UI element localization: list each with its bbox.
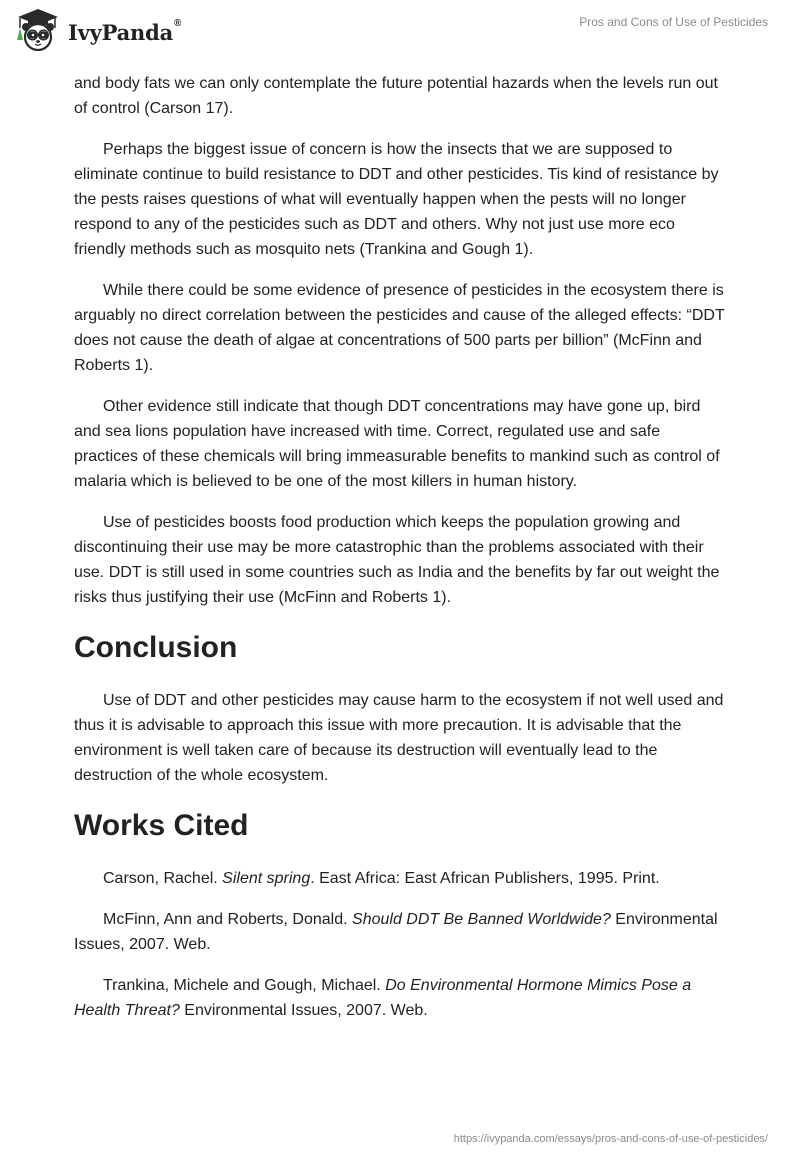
body-paragraph: While there could be some evidence of presence of pesticides in the ecosystem there is arguably no direct correlation between the pesticides and cause of the alleged effects: “DDT does not cause the death of algae at concentrations of 500 parts per billion” (McFinn and Roberts 1). — [74, 282, 725, 374]
body-paragraph: Perhaps the biggest issue of concern is how the insects that we are supposed to eliminate continue to build resistance to DDT and other pesticides. Tis kind of resistance by the pests raises questions of what will eventually happen when the pests will no longer respond to any of the pesticides such as DDT and others. Why not just use more eco friendly methods such as mosquito nets (Trankina and Gough 1). — [74, 141, 719, 258]
source-url[interactable]: https://ivypanda.com/essays/pros-and-cons-of-use-of-pesticides/ — [453, 1133, 768, 1145]
registered-mark: ® — [174, 17, 182, 29]
body-paragraph: and body fats we can only contemplate the future potential hazards when the levels run out of control (Carson 17). — [74, 75, 718, 117]
body-paragraph: Other evidence still indicate that though DDT concentrations may have gone up, bird and sea lions population have increased with time. Correct, regulated use and safe practices of these chemicals will bring immeasurable benefits to mankind such as control of malaria which is believed to be one of the most killers in human history. — [74, 398, 720, 490]
citation-entry: Carson, Rachel. Silent spring. East Africa: East African Publishers, 1995. Print. — [103, 870, 660, 887]
citation-entry: McFinn, Ann and Roberts, Donald. Should DDT Be Banned Worldwide? Environmental Issues, 2007. Web. — [74, 911, 718, 953]
citation-entry: Trankina, Michele and Gough, Michael. Do Environmental Hormone Mimics Pose a Health Threat? Environmental Issues, 2007. Web. — [74, 977, 692, 1019]
panda-graduate-icon — [14, 6, 62, 54]
page-header — [0, 0, 800, 64]
brand-name: IvyPanda® — [68, 17, 182, 45]
conclusion-paragraph: Use of DDT and other pesticides may cause harm to the ecosystem if not well used and thus it is advisable to approach this issue with more precaution. It is advisable that the environment is well taken care of because its destruction will eventually lead to the destruction of the whole ecosystem. — [74, 692, 724, 784]
ivypanda-logo[interactable] — [14, 6, 181, 54]
essay-body — [74, 71, 726, 1039]
works-cited-heading: Works Cited — [74, 809, 249, 842]
body-paragraph: Use of pesticides boosts food production which keeps the population growing and discontinuing their use may be more catastrophic than the problems associated with their use. DDT is still used in some countries such as India and the benefits by far out weight the risks thus justifying their use (McFinn and Roberts 1). — [74, 514, 720, 606]
document-title: Pros and Cons of Use of Pesticides — [579, 15, 768, 29]
conclusion-heading: Conclusion — [74, 631, 238, 664]
